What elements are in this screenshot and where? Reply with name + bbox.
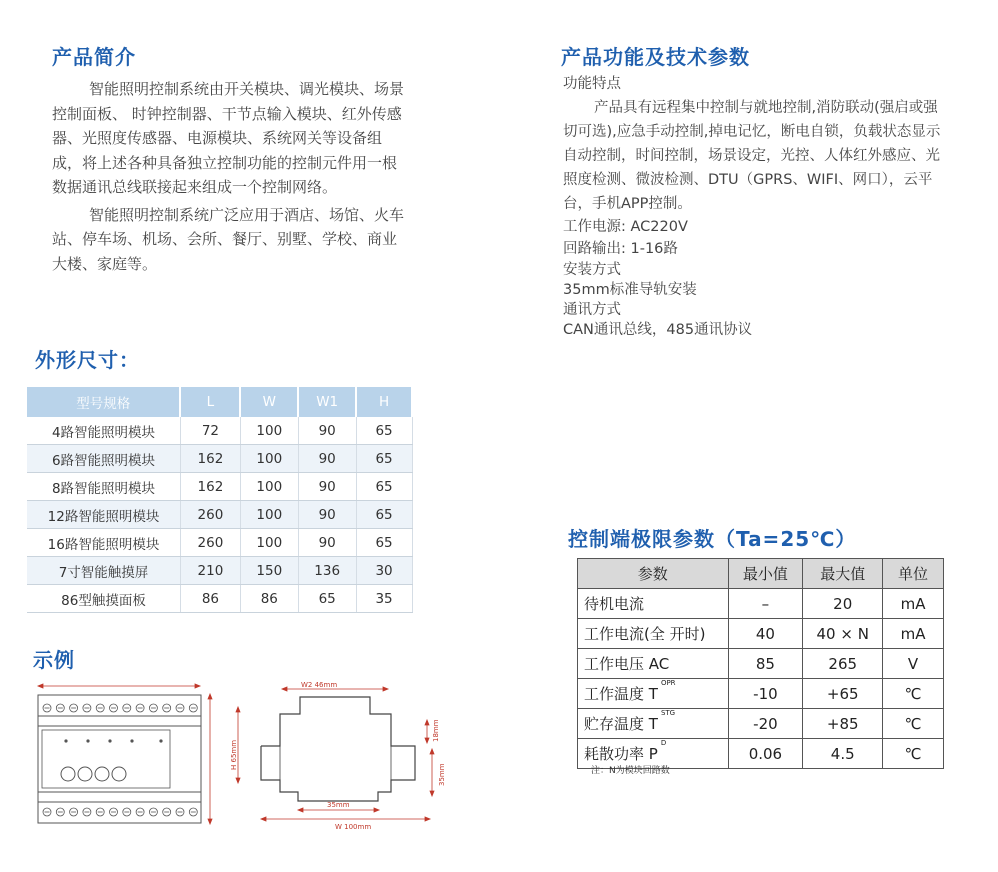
intro-p1-line: 成，将上述各种具备独立控制功能的控制元件用一根 [52, 153, 398, 172]
dim-label-h: H 65mm [230, 739, 238, 770]
limits-table [577, 558, 944, 769]
param-max: +85 [803, 709, 883, 739]
param-name [578, 709, 729, 739]
table-row [27, 417, 412, 445]
table-row [27, 501, 412, 529]
table-cell: 16路智能照明模块 [27, 529, 180, 557]
column-header: 最大值 [803, 559, 883, 589]
table-row [27, 557, 412, 585]
intro-p1-line: 数据通讯总线联接起来组成一个控制网络。 [52, 178, 338, 196]
table-header-row [27, 387, 412, 417]
table-cell: 30 [356, 557, 412, 585]
limits-note: 注：N为模块回路数 [591, 766, 670, 776]
table-cell: 12路智能照明模块 [27, 501, 180, 529]
param-unit: ℃ [883, 679, 944, 709]
intro-text [52, 77, 447, 276]
param-name [578, 589, 729, 619]
table-row [578, 589, 944, 619]
param-name-text: 工作电流(全 开时) [584, 625, 706, 643]
table-row [578, 679, 944, 709]
features-line: 切可选),应急手动控制,掉电记忆，断电自锁，负载状态显示 [563, 124, 941, 140]
column-header: 参数 [578, 559, 729, 589]
table-cell: 136 [298, 557, 356, 585]
features-line: 35mm标准导轨安装 [563, 282, 697, 298]
param-name-text: 工作温度 T [584, 685, 658, 703]
table-cell: 162 [180, 473, 240, 501]
table-cell: 65 [356, 529, 412, 557]
intro-p1-line: 控制面板、 时钟控制器、干节点输入模块、红外传感 [52, 104, 402, 123]
features-text [563, 72, 940, 340]
column-header: H [356, 387, 412, 417]
param-name [578, 619, 729, 649]
table-cell: 7寸智能触摸屏 [27, 557, 180, 585]
features-line: 产品具有远程集中控制与就地控制,消防联动(强启或强 [594, 100, 938, 116]
table-cell: 100 [240, 417, 298, 445]
param-subscript: OPR [660, 679, 676, 687]
table-cell: 65 [356, 473, 412, 501]
table-row [578, 619, 944, 649]
table-cell: 90 [298, 445, 356, 473]
dim-label-35v: 35mm [438, 763, 446, 786]
table-cell: 35 [356, 585, 412, 613]
param-max: 20 [803, 589, 883, 619]
table-row [27, 445, 412, 473]
param-name-text: 贮存温度 T [584, 715, 658, 733]
param-subscript: STG [660, 709, 676, 717]
intro-p2-line: 大楼、家庭等。 [52, 254, 158, 273]
table-row [27, 473, 412, 501]
column-header: W [240, 387, 298, 417]
intro-title: 产品简介 [52, 45, 136, 69]
intro-p1-line: 智能照明控制系统由开关模块、调光模块、场景 [89, 80, 405, 98]
dim-label-w2: W2 46mm [301, 681, 338, 689]
param-unit: mA [883, 589, 944, 619]
table-cell: 210 [180, 557, 240, 585]
table-cell: 100 [240, 473, 298, 501]
param-min: -20 [728, 709, 803, 739]
table-cell: 65 [356, 501, 412, 529]
table-cell: 90 [298, 473, 356, 501]
features-line: 功能特点 [563, 76, 621, 92]
dim-label-18: 18mm [432, 719, 440, 742]
dim-label-w: W 100mm [335, 823, 372, 831]
features-line: 自动控制，时间控制，场景设定，光控、人体红外感应、光 [563, 148, 940, 164]
intro-p2-line: 站、停车场、机场、会所、餐厅、别墅、学校、商业 [52, 230, 398, 248]
dim-label-rail: 35mm [327, 801, 350, 809]
table-cell: 150 [240, 557, 298, 585]
table-row [578, 649, 944, 679]
limits-title: 控制端极限参数（Ta=25℃） [568, 527, 857, 551]
column-header: 单位 [883, 559, 944, 589]
features-line: CAN通讯总线，485通讯协议 [563, 322, 753, 338]
table-row [578, 709, 944, 739]
table-cell: 72 [180, 417, 240, 445]
param-unit: ℃ [883, 739, 944, 769]
param-max: +65 [803, 679, 883, 709]
param-max: 4.5 [803, 739, 883, 769]
features-line: 工作电源: AC220V [563, 219, 688, 235]
param-min: 85 [728, 649, 803, 679]
column-header: 最小值 [728, 559, 803, 589]
table-cell: 90 [298, 501, 356, 529]
param-unit: ℃ [883, 709, 944, 739]
features-line: 台，手机APP控制。 [563, 196, 692, 212]
column-header: 型号规格 [27, 387, 180, 417]
param-name [578, 679, 729, 709]
table-cell: 100 [240, 445, 298, 473]
table-cell: 260 [180, 529, 240, 557]
table-cell: 260 [180, 501, 240, 529]
column-header: W1 [298, 387, 356, 417]
example-title: 示例 [33, 648, 75, 672]
table-cell: 162 [180, 445, 240, 473]
table-header-row [578, 559, 944, 589]
table-cell: 65 [298, 585, 356, 613]
table-cell: 86 [180, 585, 240, 613]
param-max: 40 × N [803, 619, 883, 649]
dimensions-table [27, 387, 413, 613]
table-cell: 100 [240, 501, 298, 529]
features-line: 安装方式 [563, 262, 621, 278]
param-subscript: D [660, 739, 667, 747]
table-cell: 8路智能照明模块 [27, 473, 180, 501]
param-min: 40 [728, 619, 803, 649]
param-name [578, 649, 729, 679]
features-title: 产品功能及技术参数 [561, 45, 750, 69]
table-cell: 65 [356, 417, 412, 445]
dimensions-title: 外形尺寸： [35, 348, 140, 372]
param-unit: V [883, 649, 944, 679]
table-cell: 100 [240, 529, 298, 557]
table-cell: 4路智能照明模块 [27, 417, 180, 445]
table-cell: 90 [298, 417, 356, 445]
features-line: 回路输出: 1-16路 [563, 241, 678, 257]
table-cell: 90 [298, 529, 356, 557]
module-side-view [225, 676, 455, 834]
table-cell: 86 [240, 585, 298, 613]
param-name-text: 待机电流 [584, 595, 645, 613]
param-min: -10 [728, 679, 803, 709]
table-cell: 6路智能照明模块 [27, 445, 180, 473]
param-min: 0.06 [728, 739, 803, 769]
param-max: 265 [803, 649, 883, 679]
param-unit: mA [883, 619, 944, 649]
module-front-view [28, 678, 218, 830]
table-row [27, 529, 412, 557]
table-cell: 65 [356, 445, 412, 473]
param-name-text: 耗散功率 P [584, 745, 658, 763]
intro-p1-line: 器、光照度传感器、电源模块、系统网关等设备组 [52, 129, 383, 147]
features-line: 照度检测、微波检测、DTU（GPRS、WIFI、网口），云平 [563, 172, 933, 188]
table-row [27, 585, 412, 613]
intro-p2-line: 智能照明控制系统广泛应用于酒店、场馆、火车 [89, 205, 405, 224]
column-header: L [180, 387, 240, 417]
param-name-text: 工作电压 AC [584, 655, 670, 673]
features-line: 通讯方式 [563, 302, 621, 318]
param-min: – [728, 589, 803, 619]
table-cell: 86型触摸面板 [27, 585, 180, 613]
